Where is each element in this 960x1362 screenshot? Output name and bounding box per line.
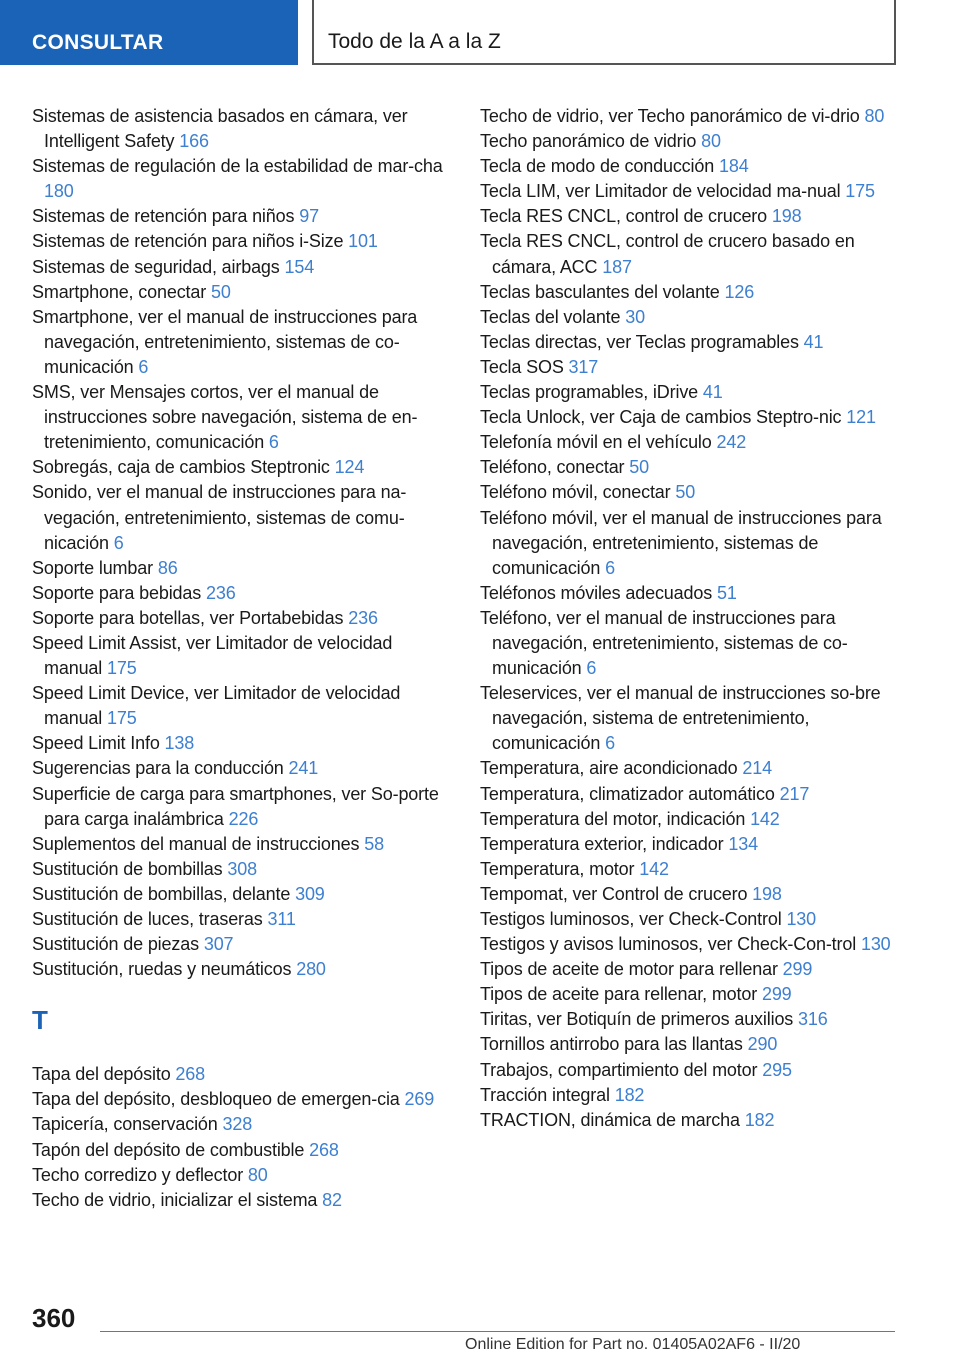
index-entry xyxy=(32,305,452,380)
index-entry-page-link[interactable]: 41 xyxy=(803,331,824,352)
index-entry xyxy=(480,380,900,405)
index-column-right xyxy=(480,104,900,1133)
index-entry xyxy=(32,932,452,957)
index-entry-page-link[interactable]: 214 xyxy=(742,758,772,779)
index-entry-text: Speed Limit Assist, ver Limitador de velocidad manual xyxy=(32,632,393,679)
index-entry-text: Tecla Unlock, ver Caja de cambios Steptro-nic xyxy=(480,407,842,428)
index-entry-text: Teléfonos móviles adecuados xyxy=(480,582,713,603)
index-entry-text: Speed Limit Info xyxy=(32,733,160,754)
index-entry-text: Tecla SOS xyxy=(480,356,564,377)
index-entry xyxy=(32,229,452,254)
index-entry-page-link[interactable]: 316 xyxy=(798,1009,828,1030)
index-entry-text: Teclas directas, ver Teclas programables xyxy=(480,331,799,352)
index-entry-text: Sistemas de regulación de la estabilidad de mar-cha xyxy=(32,156,443,177)
index-entry xyxy=(32,907,452,932)
index-entry xyxy=(480,882,900,907)
index-entry xyxy=(480,756,900,781)
index-entry xyxy=(32,882,452,907)
index-entry-page-link[interactable]: 142 xyxy=(750,808,780,829)
index-entry-page-link[interactable]: 175 xyxy=(107,658,137,679)
index-entry-text: Sustitución de bombillas xyxy=(32,858,223,879)
index-entry xyxy=(480,606,900,681)
index-entry-text: Suplementos del manual de instrucciones xyxy=(32,833,360,854)
index-entry xyxy=(480,1108,900,1133)
index-entry-text: Sustitución de piezas xyxy=(32,934,199,955)
index-entry xyxy=(480,907,900,932)
index-entry-text: Temperatura exterior, indicador xyxy=(480,833,724,854)
index-entry-text: Soporte para bebidas xyxy=(32,582,202,603)
index-entry xyxy=(480,430,900,455)
footer-edition: Online Edition for Part no. 01405A02AF6 - II/20 xyxy=(465,1336,801,1353)
index-entry-page-link[interactable]: 101 xyxy=(348,231,378,252)
index-entry xyxy=(32,1163,452,1188)
index-entry-text: Techo de vidrio, ver Techo panorámico de vi-drio xyxy=(480,106,860,126)
section-letter: T xyxy=(32,1005,48,1036)
index-entry xyxy=(480,480,900,505)
index-entry-page-link[interactable]: 30 xyxy=(625,306,645,327)
index-entry-page-link[interactable]: 6 xyxy=(586,658,597,679)
index-entry-text: TRACTION, dinámica de marcha xyxy=(480,1109,740,1130)
index-entry xyxy=(32,154,452,204)
index-entry-page-link[interactable]: 180 xyxy=(44,181,74,202)
index-entry-text: Sistemas de asistencia basados en cámara, ver Intelligent Safety xyxy=(32,106,408,152)
index-entry-text: Tecla RES CNCL, control de crucero xyxy=(480,206,768,227)
index-entry-text: Tapa del depósito xyxy=(32,1064,171,1085)
index-entry xyxy=(480,857,900,882)
index-entry-text: Techo panorámico de vidrio xyxy=(480,131,697,152)
index-list-s xyxy=(32,104,452,982)
index-entry-text: Speed Limit Device, ver Limitador de velocidad manual xyxy=(32,683,401,729)
index-entry-page-link[interactable]: 198 xyxy=(752,883,782,904)
index-entry-page-link[interactable]: 130 xyxy=(860,934,891,955)
index-entry-page-link[interactable]: 154 xyxy=(284,256,315,277)
index-entry xyxy=(32,204,452,229)
index-entry xyxy=(480,832,900,857)
index-entry-page-link[interactable]: 41 xyxy=(702,382,723,403)
index-entry-page-link[interactable]: 82 xyxy=(322,1189,342,1210)
index-entry-page-link[interactable]: 6 xyxy=(605,557,615,578)
index-entry-text: Sonido, ver el manual de instrucciones para na-vegación, entretenimiento, sistemas de comu-nicación xyxy=(32,482,407,553)
index-entry-page-link[interactable]: 124 xyxy=(334,457,365,478)
index-entry-text: Tapicería, conservación xyxy=(32,1114,218,1135)
index-entry-page-link[interactable]: 217 xyxy=(779,783,810,804)
index-entry-page-link[interactable]: 142 xyxy=(639,858,669,879)
index-entry xyxy=(32,1112,452,1137)
index-entry-text: Telefonía móvil en el vehículo xyxy=(480,432,712,453)
index-entry-page-link[interactable]: 175 xyxy=(845,181,875,202)
index-entry xyxy=(32,606,452,631)
index-entry-page-link[interactable]: 299 xyxy=(782,959,813,980)
index-entry xyxy=(480,229,900,279)
index-entry-text: Temperatura, motor xyxy=(480,858,635,879)
index-entry-text: Sistemas de retención para niños xyxy=(32,206,295,227)
index-entry-text: SMS, ver Mensajes cortos, ver el manual de instrucciones sobre navegación, sistema de en-tretenimiento, comunicación xyxy=(32,382,418,453)
index-entry xyxy=(480,179,900,204)
index-entry xyxy=(480,1083,900,1108)
index-entry-text: Soporte lumbar xyxy=(32,557,153,578)
index-entry-page-link[interactable]: 309 xyxy=(295,883,325,904)
index-entry-text: Teclas basculantes del volante xyxy=(480,281,720,302)
index-entry xyxy=(32,280,452,305)
index-entry xyxy=(480,204,900,229)
index-entry xyxy=(32,556,452,581)
index-entry-page-link[interactable]: 80 xyxy=(247,1164,268,1185)
index-entry xyxy=(32,104,452,154)
index-entry xyxy=(32,782,452,832)
index-entry xyxy=(480,782,900,807)
index-entry xyxy=(32,957,452,982)
index-entry xyxy=(32,1138,452,1163)
index-entry-text: Tapa del depósito, desbloqueo de emergen-cia xyxy=(32,1089,400,1110)
index-entry xyxy=(32,681,452,731)
index-entry-page-link[interactable]: 328 xyxy=(222,1114,253,1135)
index-entry xyxy=(480,129,900,154)
index-entry xyxy=(480,932,900,957)
index-entry-page-link[interactable]: 6 xyxy=(138,356,149,377)
index-entry xyxy=(480,355,900,380)
index-entry-page-link[interactable]: 308 xyxy=(227,858,257,879)
index-entry-text: Tecla de modo de conducción xyxy=(480,156,715,177)
index-entry-page-link[interactable]: 182 xyxy=(614,1084,645,1105)
index-entry xyxy=(32,380,452,455)
index-entry-page-link[interactable]: 184 xyxy=(718,156,749,177)
index-entry xyxy=(32,1188,452,1213)
index-entry-page-link[interactable]: 182 xyxy=(744,1109,775,1130)
index-entry-text: Teléfono móvil, ver el manual de instrucciones para navegación, entretenimiento, sistemas de comunicación xyxy=(480,507,882,578)
index-entry-text: Tiritas, ver Botiquín de primeros auxilios xyxy=(480,1009,794,1030)
index-entry-text: Sobregás, caja de cambios Steptronic xyxy=(32,457,330,478)
index-entry xyxy=(480,405,900,430)
index-entry-text: Testigos y avisos luminosos, ver Check-Con-trol xyxy=(480,934,857,955)
page-number: 360 xyxy=(32,1303,76,1333)
index-entry-page-link[interactable]: 236 xyxy=(206,582,236,603)
index-entry-text: Tecla RES CNCL, control de crucero basado en cámara, ACC xyxy=(480,231,855,277)
index-entry-text: Teléfono, conectar xyxy=(480,457,625,478)
index-entry xyxy=(32,455,452,480)
index-entry-page-link[interactable]: 134 xyxy=(728,833,758,854)
footer-divider xyxy=(100,1331,895,1332)
index-entry-page-link[interactable]: 241 xyxy=(288,758,319,779)
index-entry-text: Tracción integral xyxy=(480,1084,610,1105)
index-entry-page-link[interactable]: 311 xyxy=(267,909,296,929)
index-entry xyxy=(32,581,452,606)
index-entry-text: Temperatura, aire acondicionado xyxy=(480,758,738,779)
index-entry-text: Techo de vidrio, inicializar el sistema xyxy=(32,1189,318,1210)
index-entry-text: Superficie de carga para smartphones, ver So-porte para carga inalámbrica xyxy=(32,783,439,829)
index-entry xyxy=(32,756,452,781)
index-entry xyxy=(32,857,452,882)
index-entry-text: Sistemas de seguridad, airbags xyxy=(32,256,280,277)
index-entry xyxy=(32,1062,452,1087)
index-entry-text: Smartphone, conectar xyxy=(32,281,207,302)
index-entry-text: Tornillos antirrobo para las llantas xyxy=(480,1034,743,1055)
index-entry-text: Tempomat, ver Control de crucero xyxy=(480,883,748,904)
index-entry-text: Testigos luminosos, ver Check-Control xyxy=(480,909,782,929)
index-entry-page-link[interactable]: 86 xyxy=(157,557,178,578)
index-entry-text: Tecla LIM, ver Limitador de velocidad ma-nual xyxy=(480,181,841,202)
index-entry xyxy=(32,631,452,681)
index-entry-page-link[interactable]: 226 xyxy=(228,808,259,829)
index-entry-page-link[interactable]: 268 xyxy=(309,1139,339,1160)
index-entry-page-link[interactable]: 6 xyxy=(268,432,279,453)
index-entry-text: Teléfono, ver el manual de instrucciones para navegación, entretenimiento, sistemas de co-municación xyxy=(480,607,848,679)
index-column-left xyxy=(32,104,452,1213)
index-entry xyxy=(480,982,900,1007)
index-entry-text: Sugerencias para la conducción xyxy=(32,758,284,779)
index-entry-text: Teclas programables, iDrive xyxy=(480,382,699,403)
index-entry xyxy=(480,681,900,756)
index-entry xyxy=(480,957,900,982)
index-entry-page-link[interactable]: 97 xyxy=(299,206,319,227)
index-entry xyxy=(480,455,900,480)
index-entry xyxy=(480,1007,900,1032)
index-entry-page-link[interactable]: 50 xyxy=(629,457,649,478)
index-entry-text: Teleservices, ver el manual de instrucciones so-bre navegación, sistema de entretenimiento, comunicación xyxy=(480,683,881,754)
section-title: Todo de la A a la Z xyxy=(312,0,896,65)
index-entry-page-link[interactable]: 138 xyxy=(164,733,195,754)
index-entry-page-link[interactable]: 50 xyxy=(210,281,231,302)
index-entry-page-link[interactable]: 6 xyxy=(113,532,124,553)
index-entry xyxy=(480,506,900,581)
section-tab: CONSULTAR xyxy=(0,0,298,65)
index-entry-page-link[interactable]: 50 xyxy=(675,482,696,503)
index-entry-text: Sustitución de luces, traseras xyxy=(32,909,263,929)
index-entry-page-link[interactable]: 51 xyxy=(716,582,737,603)
index-entry-text: Temperatura del motor, indicación xyxy=(480,808,746,829)
index-entry xyxy=(480,305,900,330)
index-entry-text: Temperatura, climatizador automático xyxy=(480,783,775,804)
index-entry-page-link[interactable]: 166 xyxy=(179,131,209,152)
index-entry-text: Trabajos, compartimiento del motor xyxy=(480,1059,758,1080)
index-entry xyxy=(32,832,452,857)
index-entry xyxy=(480,154,900,179)
index-entry xyxy=(32,1087,452,1112)
index-entry xyxy=(480,330,900,355)
index-list-t-continued xyxy=(480,104,900,1133)
index-entry-text: Sustitución, ruedas y neumáticos xyxy=(32,959,292,980)
index-list-t xyxy=(32,1062,452,1213)
index-entry-page-link[interactable]: 268 xyxy=(175,1064,206,1085)
index-entry-page-link[interactable]: 317 xyxy=(568,356,599,377)
index-entry-page-link[interactable]: 58 xyxy=(364,833,384,854)
index-entry-text: Tapón del depósito de combustible xyxy=(32,1139,305,1160)
index-entry-text: Sistemas de retención para niños i-Size xyxy=(32,231,344,252)
index-entry-text: Tipos de aceite para rellenar, motor xyxy=(480,984,758,1005)
index-entry-page-link[interactable]: 269 xyxy=(404,1089,435,1110)
index-entry xyxy=(480,581,900,606)
index-entry xyxy=(32,731,452,756)
index-entry xyxy=(32,480,452,555)
index-entry-page-link[interactable]: 6 xyxy=(605,733,615,754)
index-entry-page-link[interactable]: 126 xyxy=(724,281,755,302)
index-entry xyxy=(480,807,900,832)
index-entry xyxy=(480,104,900,129)
index-entry xyxy=(480,280,900,305)
index-entry-text: Soporte para botellas, ver Portabebidas xyxy=(32,607,344,628)
index-entry-page-link[interactable]: 290 xyxy=(747,1034,778,1055)
index-entry-page-link[interactable]: 236 xyxy=(348,607,378,628)
index-entry-page-link[interactable]: 80 xyxy=(864,106,885,126)
index-entry-text: Tipos de aceite de motor para rellenar xyxy=(480,959,778,980)
index-entry-page-link[interactable]: 295 xyxy=(762,1059,792,1080)
index-entry-page-link[interactable]: 307 xyxy=(203,934,234,955)
index-entry-text: Techo corredizo y deflector xyxy=(32,1164,244,1185)
index-entry-page-link[interactable]: 242 xyxy=(716,432,747,453)
index-entry-page-link[interactable]: 130 xyxy=(786,909,817,929)
index-entry xyxy=(480,1032,900,1057)
index-entry-text: Smartphone, ver el manual de instrucciones para navegación, entretenimiento, sistemas de co-municación xyxy=(32,306,418,377)
index-entry-page-link[interactable]: 280 xyxy=(296,959,326,980)
index-entry-page-link[interactable]: 80 xyxy=(701,131,721,152)
index-entry-text: Sustitución de bombillas, delante xyxy=(32,883,291,904)
index-entry-page-link[interactable]: 121 xyxy=(846,407,876,428)
index-entry-page-link[interactable]: 198 xyxy=(771,206,802,227)
index-entry-text: Teléfono móvil, conectar xyxy=(480,482,671,503)
index-entry-page-link[interactable]: 187 xyxy=(602,256,632,277)
index-entry-page-link[interactable]: 299 xyxy=(761,984,792,1005)
index-entry-page-link[interactable]: 175 xyxy=(107,708,137,729)
index-entry-text: Teclas del volante xyxy=(480,306,621,327)
index-entry xyxy=(480,1058,900,1083)
index-entry xyxy=(32,255,452,280)
